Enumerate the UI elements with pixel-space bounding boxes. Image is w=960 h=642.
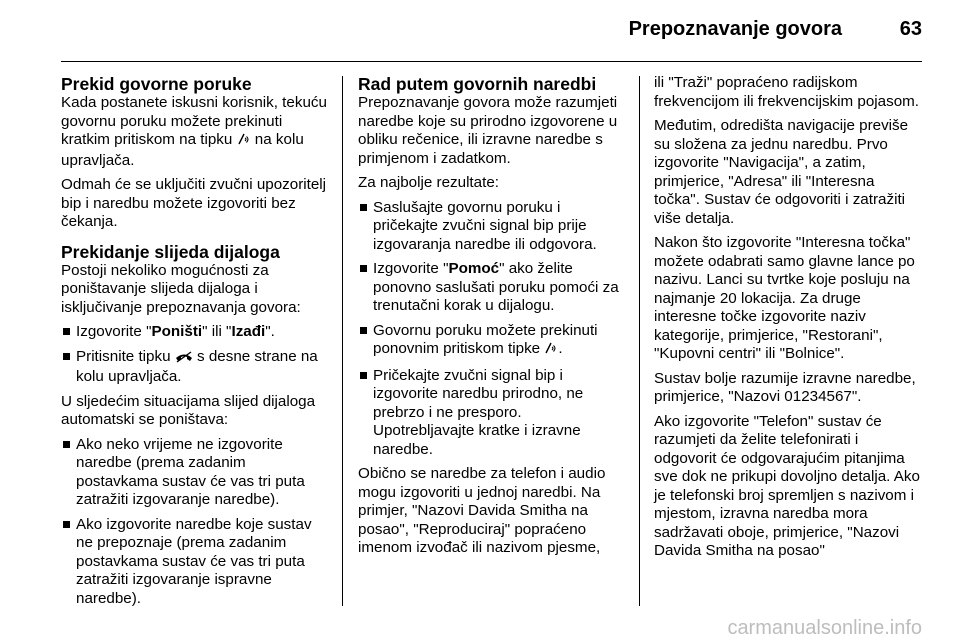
column-2 — [358, 74, 626, 564]
text: na kolu upravljača. — [61, 131, 304, 169]
bullet-list — [358, 199, 626, 460]
paragraph: Obično se naredbe za telefon i audio mogu izgovoriti u jednoj naredbi. Na primjer, "Nazovi Davida Smitha na posao", "Reproduciraj" popraćeno imenom izvođač ili nazivom pjesme, — [358, 465, 606, 556]
page-title: Prepoznavanje govora — [628, 18, 842, 40]
list-item: Saslušajte govornu poruku i pričekajte zvučni signal bip prije izgovaranja naredbe ili odgovora. — [358, 199, 626, 255]
page-header — [0, 0, 960, 60]
paragraph: Sustav bolje razumije izravne naredbe, primjerice, "Nazovi 01234567". — [654, 369, 916, 405]
voice-command-icon — [237, 132, 251, 152]
list-item: Ako neko vrijeme ne izgovorite naredbe (prema zadanim postavkama sustav će vas tri puta zatražiti izgovaranje naredbe). — [61, 436, 327, 510]
bullet-marker — [63, 521, 70, 528]
list-item: Izgovorite "Poništi" ili "Izađi". — [61, 323, 327, 342]
bullet-marker — [63, 441, 70, 448]
paragraph: U sljedećim situacijama slijed dijaloga automatski se poništava: — [61, 392, 316, 428]
column-divider — [639, 76, 640, 606]
list-item: Pričekajte zvučni signal bip i izgovorite naredbu prirodno, ne prebrzo i ne presporo. Upotrebljavajte kratke i izravne naredbe. — [358, 367, 626, 460]
bullet-marker — [63, 353, 70, 360]
paragraph: Prepoznavanje govora može razumjeti naredbe koje su prirodno izgovorene u obliku rečenice, ili izravne naredbe s primjenom i zadatkom. — [358, 94, 618, 167]
bullet-marker — [63, 328, 70, 335]
list-item: Govornu poruku možete prekinuti ponovnim pritiskom tipke . — [358, 322, 626, 361]
bullet-marker — [360, 204, 367, 211]
paragraph: Nakon što izgovorite "Interesna točka" možete odabrati samo glavne lance po nazivu. Lanci su tvrtke koje posluju na najmanje 20 lokacija. Za druge interesne točke izgovorite naziv kategorije, primjerice, "Restorani", "Kupovni centri" ili "Bolnice". — [654, 234, 915, 362]
bullet-marker — [360, 327, 367, 334]
section-heading: Rad putem govornih naredbi — [358, 74, 597, 94]
column-3 — [654, 74, 924, 567]
section-heading: Prekidanje slijeda dijaloga — [61, 241, 280, 262]
paragraph: Za najbolje rezultate: — [358, 174, 499, 191]
phone-hangup-icon — [175, 350, 193, 369]
column-1 — [61, 74, 327, 618]
bullet-marker — [360, 265, 367, 272]
paragraph: Odmah će se uključiti zvučni upozoritelj bip i naredbu možete izgovoriti bez čekanja. — [61, 176, 327, 230]
paragraph: ili "Traži" popraćeno radijskom frekvencijom ili frekvencijskim pojasom. — [654, 74, 920, 110]
paragraph: Međutim, odredišta navigacije previše su složena za jednu naredbu. Prvo izgovorite "Navigacija", a zatim, primjerice, "Adresa" ili "Interesna točka". Sustav će odgovoriti i zatražiti više detalja. — [654, 117, 909, 227]
page-number: 63 — [899, 18, 922, 40]
list-item: Ako izgovorite naredbe koje sustav ne prepoznaje (prema zadanim postavkama sustav će vas tri puta zatražiti izgovaranje ispravne naredbe). — [61, 516, 327, 609]
column-divider — [342, 76, 343, 606]
paragraph: Postoji nekoliko mogućnosti za poništavanje slijeda dijaloga i isključivanje prepoznavanja govora: — [61, 261, 301, 316]
paragraph — [61, 94, 327, 170]
list-item: Izgovorite "Pomoć" ako želite ponovno saslušati poruku pomoći za trenutačni korak u dijalogu. — [358, 260, 626, 316]
paragraph: Ako izgovorite "Telefon" sustav će razumjeti da želite telefonirati i odgovorit će odgovarajućim pitanjima sve dok ne prikupi dovoljno detalja. Ako je telefonski broj spremljen s nazivom i mjestom, izravna naredba mora sadržavati oboje, primjerice, "Nazovi Davida Smitha na posao" — [654, 412, 920, 559]
header-divider — [61, 61, 922, 62]
bullet-marker — [360, 372, 367, 379]
section-heading: Prekid govorne poruke — [61, 74, 252, 94]
list-item: Pritisnite tipku s desne strane na kolu upravljača. — [61, 348, 327, 387]
voice-command-icon — [544, 341, 558, 361]
section-interrupt-prompt — [61, 74, 327, 232]
bullet-list — [61, 436, 327, 609]
bullet-list — [61, 323, 327, 387]
section-cancel-dialog — [61, 242, 327, 609]
watermark: carmanualsonline.info — [727, 617, 922, 639]
text: Kada postanete iskusni korisnik, tekuću govornu poruku možete prekinuti kratkim pritiskom na tipku — [61, 94, 327, 148]
